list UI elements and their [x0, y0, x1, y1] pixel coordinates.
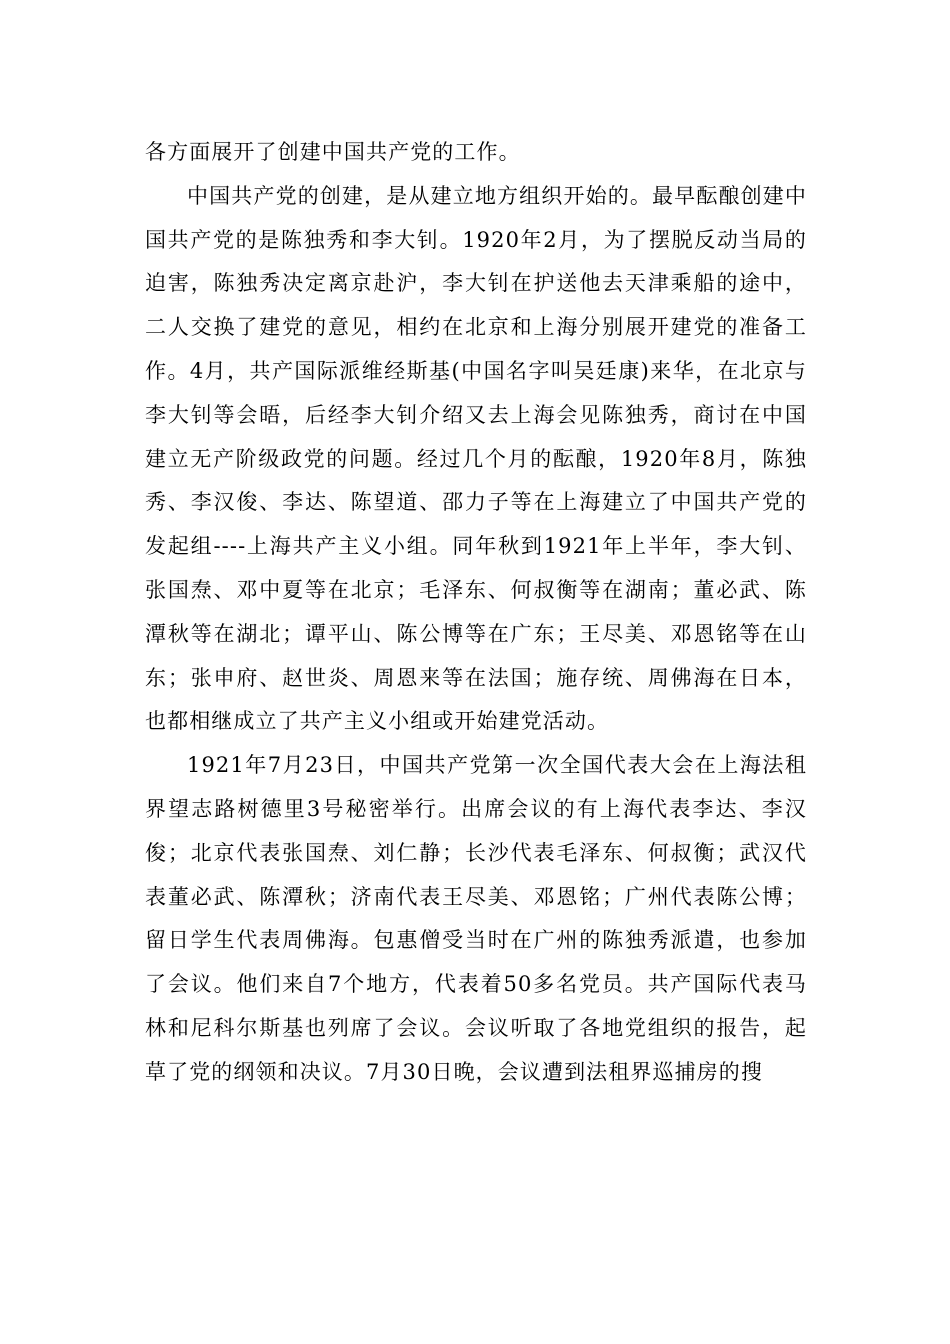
paragraph-first-congress: 1921年7月23日，中国共产党第一次全国代表大会在上海法租界望志路树德里3号秘密举行。出席会议的有上海代表李达、李汉俊；北京代表张国焘、刘仁静；长沙代表毛泽东、何叔衡；武汉代表董必武、陈潭秋；济南代表王尽美、邓恩铭；广州代表陈公博；留日学生代表周佛海。包惠僧受当时在广州的陈独秀派遣，也参加了会议。他们来自7个地方，代表着50多名党员。共产国际代表马林和尼科尔斯基也列席了会议。会议听取了各地党组织的报告，起草了党的纲领和决议。7月30日晚，会议遭到法租界巡捕房的搜 [145, 753, 807, 1084]
paragraph-continuation: 各方面展开了创建中国共产党的工作。 [145, 140, 521, 164]
document-body [145, 131, 807, 1095]
paragraph-party-founding: 中国共产党的创建，是从建立地方组织开始的。最早酝酿创建中国共产党的是陈独秀和李大钊。1920年2月，为了摆脱反动当局的迫害，陈独秀决定离京赴沪，李大钊在护送他去天津乘船的途中，二人交换了建党的意见，相约在北京和上海分别展开建党的准备工作。4月，共产国际派维经斯基(中国名字叫吴廷康)来华，在北京与李大钊等会晤，后经李大钊介绍又去上海会见陈独秀，商讨在中国建立无产阶级政党的问题。经过几个月的酝酿，1920年8月，陈独秀、李汉俊、李达、陈望道、邵力子等在上海建立了中国共产党的发起组----上海共产主义小组。同年秋到1921年上半年，李大钊、张国焘、邓中夏等在北京；毛泽东、何叔衡等在湖南；董必武、陈潭秋等在湖北；谭平山、陈公博等在广东；王尽美、邓恩铭等在山东；张申府、赵世炎、周恩来等在法国；施存统、周佛海在日本，也都相继成立了共产主义小组或开始建党活动。 [145, 183, 807, 734]
